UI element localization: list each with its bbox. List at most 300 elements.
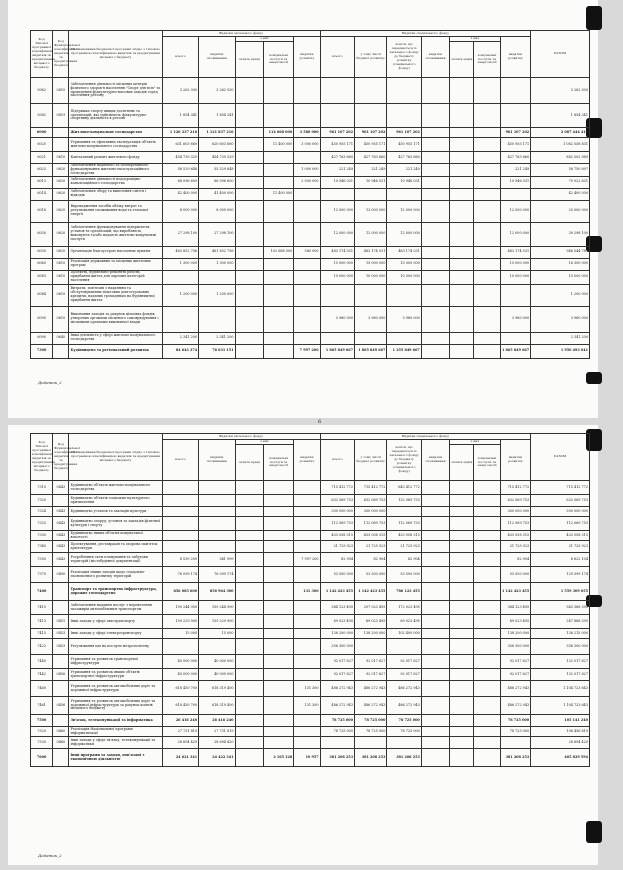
cell-g-dev bbox=[294, 601, 320, 615]
header-s-transfer: кошти, що передаються із загального фонду до бюджету розвитку (спеціального фонду) bbox=[387, 37, 421, 78]
cell-g-cur: 1 854 341 bbox=[199, 104, 235, 128]
table-row bbox=[31, 629, 590, 639]
cell-s-cur bbox=[421, 669, 449, 681]
cell-s-total: 10 000 000 bbox=[320, 270, 354, 284]
cell-name: Регулювання цін на послуги метрополітену bbox=[69, 639, 162, 655]
cell-sum: 1 200 000 bbox=[531, 284, 590, 306]
cell-s-bd: 207 023 495 bbox=[354, 601, 386, 615]
cell-c1: 6020 bbox=[31, 138, 53, 152]
cell-s-wage bbox=[450, 669, 474, 681]
cell-s-bd: 381 208 253 bbox=[354, 749, 386, 767]
cell-g-wage bbox=[235, 78, 263, 104]
cell-g-util bbox=[263, 284, 293, 306]
cell-c1: 6000 bbox=[31, 128, 53, 138]
cell-g-total: 15 000 bbox=[162, 629, 198, 639]
cell-name: Утримання та розвиток інших об'єктів транспортної інфраструктури bbox=[69, 669, 162, 681]
cell-g-dev bbox=[294, 152, 320, 164]
cell-s-util bbox=[474, 222, 500, 246]
cell-g-wage bbox=[235, 715, 263, 727]
cell-name: Реалізація інших заходів щодо соціально-економічного розвитку територій bbox=[69, 567, 162, 583]
cell-g-total: 84 643 374 bbox=[162, 344, 198, 358]
cell-c1: 7324 bbox=[31, 507, 53, 517]
cell-c1: 7320 bbox=[31, 495, 53, 507]
cell-s-total: 300 000 000 bbox=[320, 507, 354, 517]
cell-g-wage bbox=[235, 176, 263, 188]
cell-name: Виконання заходів за рахунок цільових фондів, утворених органами місцевого самоврядування і місцевими органами виконавчої влади bbox=[69, 306, 162, 332]
header-g-total: всього bbox=[162, 440, 198, 481]
cell-s-tr: 92 017 627 bbox=[387, 655, 421, 669]
cell-s-util bbox=[474, 737, 500, 749]
header-code1: Код Типової програмної класифікації видатків та кредитування місцевого бюджету bbox=[31, 31, 53, 78]
cell-g-cur: 28 694 420 bbox=[199, 737, 235, 749]
cell-g-dev bbox=[294, 481, 320, 495]
cell-s-tr bbox=[387, 737, 421, 749]
cell-s-bd: 483 174 031 bbox=[354, 246, 386, 258]
cell-g-cur: 1 121 837 216 bbox=[199, 128, 235, 138]
header-s-current: видатки споживання bbox=[421, 440, 449, 481]
cell-s-util bbox=[474, 517, 500, 531]
cell-s-cur bbox=[421, 258, 449, 270]
header-s-budget-dev: у тому числі бюджет розвитку bbox=[354, 440, 386, 481]
cell-s-total bbox=[320, 332, 354, 344]
cell-g-cur: 40 000 000 bbox=[199, 655, 235, 669]
cell-name: Будівництво споруд, установ та закладів фізичної культури і спорту bbox=[69, 517, 162, 531]
cell-s-cur bbox=[421, 583, 449, 601]
cell-c2: 0456 bbox=[53, 697, 69, 715]
cell-c1: 7370 bbox=[31, 567, 53, 583]
cell-s-dev: 715 412 772 bbox=[500, 481, 530, 495]
cell-g-wage bbox=[235, 188, 263, 200]
cell-s-bd: 78 725 000 bbox=[354, 727, 386, 737]
cell-sum: 105 141 240 bbox=[531, 715, 590, 727]
cell-g-util bbox=[263, 531, 293, 541]
cell-s-util bbox=[474, 749, 500, 767]
cell-g-wage bbox=[235, 104, 263, 128]
cell-s-wage bbox=[450, 306, 474, 332]
cell-g-wage bbox=[235, 615, 263, 629]
cell-s-cur bbox=[421, 681, 449, 697]
cell-s-cur bbox=[421, 344, 449, 358]
cell-c2 bbox=[53, 138, 69, 152]
cell-s-cur bbox=[421, 601, 449, 615]
cell-s-dev: 78 725 000 bbox=[500, 715, 530, 727]
cell-s-total: 486 272 943 bbox=[320, 697, 354, 715]
cell-g-dev: 131 300 bbox=[294, 681, 320, 697]
cell-s-wage bbox=[450, 727, 474, 737]
table-row bbox=[31, 270, 590, 284]
header-s-wages: оплата праці bbox=[450, 42, 474, 78]
cell-s-tr: 3 960 000 bbox=[387, 306, 421, 332]
cell-c1: 7442 bbox=[31, 669, 53, 681]
cell-sum: 138 215 000 bbox=[531, 629, 590, 639]
cell-sum: 1 082 558 831 bbox=[531, 138, 590, 152]
table-row bbox=[31, 344, 590, 358]
cell-sum: 1 559 309 055 bbox=[531, 583, 590, 601]
table-row bbox=[31, 78, 590, 104]
cell-g-util bbox=[263, 583, 293, 601]
cell-name: Утримання та розвиток автомобільних доріг та дорожньої інфраструктури bbox=[69, 681, 162, 697]
cell-s-dev: 3 960 000 bbox=[500, 306, 530, 332]
table-row bbox=[31, 176, 590, 188]
cell-s-wage bbox=[450, 517, 474, 531]
cell-s-wage bbox=[450, 176, 474, 188]
cell-g-total: 42 400 000 bbox=[162, 188, 198, 200]
cell-s-total bbox=[320, 737, 354, 749]
cell-name: Інші програми та заходи, пов'язані з економічною діяльністю bbox=[69, 749, 162, 767]
cell-s-total: 384 123 495 bbox=[320, 601, 354, 615]
header-g-utilities: комунальні послуги та енергоносії bbox=[263, 445, 293, 481]
cell-g-dev bbox=[294, 655, 320, 669]
cell-g-wage bbox=[235, 332, 263, 344]
cell-g-dev: 3 000 000 bbox=[294, 138, 320, 152]
cell-g-dev bbox=[294, 629, 320, 639]
cell-s-total: 356 300 000 bbox=[320, 639, 354, 655]
cell-s-dev bbox=[500, 78, 530, 104]
cell-g-wage bbox=[235, 567, 263, 583]
cell-s-util bbox=[474, 655, 500, 669]
cell-g-util bbox=[263, 495, 293, 507]
cell-c2 bbox=[53, 583, 69, 601]
header-general-fund: Видатки загального фонду bbox=[162, 31, 320, 37]
cell-sum: 3 960 000 bbox=[531, 306, 590, 332]
cell-s-tr bbox=[387, 188, 421, 200]
table-row bbox=[31, 138, 590, 152]
table-row bbox=[31, 567, 590, 583]
cell-name: Реалізація державних та місцевих житлових програм bbox=[69, 258, 162, 270]
cell-s-util bbox=[474, 697, 500, 715]
cell-s-cur bbox=[421, 222, 449, 246]
cell-sum: 882 502 989 bbox=[531, 152, 590, 164]
cell-c2: 0620 bbox=[53, 188, 69, 200]
cell-c1: 7422 bbox=[31, 639, 53, 655]
cell-c1: 6083 bbox=[31, 270, 53, 284]
cell-g-wage bbox=[235, 629, 263, 639]
cell-g-cur: 856 964 300 bbox=[199, 583, 235, 601]
cell-g-dev bbox=[294, 727, 320, 737]
cell-s-wage bbox=[450, 222, 474, 246]
cell-g-total: 856 085 600 bbox=[162, 583, 198, 601]
cell-g-total: 463 852 756 bbox=[162, 246, 198, 258]
cell-g-dev: 10 957 bbox=[294, 749, 320, 767]
cell-name: Проектування, реставрація та охорона пам'яток архітектури bbox=[69, 541, 162, 553]
cell-s-total: 715 412 772 bbox=[320, 481, 354, 495]
cell-g-wage bbox=[235, 270, 263, 284]
cell-c2 bbox=[53, 601, 69, 615]
cell-s-tr bbox=[387, 284, 421, 306]
cell-g-dev bbox=[294, 78, 320, 104]
cell-g-total: 159 229 900 bbox=[162, 615, 198, 629]
table-row bbox=[31, 222, 590, 246]
cell-s-cur bbox=[421, 270, 449, 284]
cell-g-util bbox=[263, 541, 293, 553]
cell-s-bd: 427 763 660 bbox=[354, 152, 386, 164]
cell-c2: 0620 bbox=[53, 176, 69, 188]
cell-s-total: 450 955 171 bbox=[320, 138, 354, 152]
cell-s-cur bbox=[421, 246, 449, 258]
cell-s-tr: 643 412 772 bbox=[387, 481, 421, 495]
table-row bbox=[31, 715, 590, 727]
cell-g-util bbox=[263, 104, 293, 128]
header-g-utilities: комунальні послуги та енергоносії bbox=[263, 42, 293, 78]
table-row bbox=[31, 495, 590, 507]
cell-s-bd: 92 017 627 bbox=[354, 655, 386, 669]
cell-c2: 0610 bbox=[53, 306, 69, 332]
cell-c1: 7530 bbox=[31, 737, 53, 749]
cell-s-tr: 78 725 000 bbox=[387, 715, 421, 727]
cell-s-dev: 381 208 253 bbox=[500, 749, 530, 767]
cell-name: Впровадження засобів обліку витрат та регулювання споживання води та теплової енергії bbox=[69, 200, 162, 222]
cell-s-dev: 427 763 660 bbox=[500, 152, 530, 164]
cell-s-total: 221 249 bbox=[320, 164, 354, 177]
cell-s-dev: 10 000 000 bbox=[500, 270, 530, 284]
cell-s-tr bbox=[387, 639, 421, 655]
cell-c1: 7415 bbox=[31, 629, 53, 639]
cell-g-cur: 24 422 341 bbox=[199, 749, 235, 767]
cell-s-wage bbox=[450, 258, 474, 270]
cell-s-total: 1 865 849 667 bbox=[320, 344, 354, 358]
cell-g-wage bbox=[235, 601, 263, 615]
cell-s-cur bbox=[421, 541, 449, 553]
table-row bbox=[31, 246, 590, 258]
header-s-utilities: комунальні послуги та енергоносії bbox=[474, 445, 500, 481]
header-s-wages: оплата праці bbox=[450, 445, 474, 481]
cell-s-bd: 82 904 bbox=[354, 553, 386, 567]
cell-s-total bbox=[320, 284, 354, 306]
cell-s-tr: 427 763 660 bbox=[387, 152, 421, 164]
header-name: Найменування бюджетної програми згідно з типовою програмною класифікацією видатків та кредитування місцевого бюджету bbox=[69, 434, 162, 481]
scan-artifact bbox=[586, 6, 602, 30]
header-g-wages: оплата праці bbox=[235, 445, 263, 481]
cell-s-wage bbox=[450, 639, 474, 655]
table-row bbox=[31, 481, 590, 495]
cell-name: Будівництво інших об'єктів комунальної власності bbox=[69, 531, 162, 541]
cell-s-bd: 12 000 000 bbox=[354, 200, 386, 222]
cell-g-total bbox=[162, 306, 198, 332]
cell-s-dev: 82 904 bbox=[500, 553, 530, 567]
cell-s-dev: 433 058 315 bbox=[500, 531, 530, 541]
cell-g-cur: 541 999 bbox=[199, 553, 235, 567]
table-row bbox=[31, 152, 590, 164]
cell-s-tr: 92 017 627 bbox=[387, 669, 421, 681]
cell-g-total: 26 416 240 bbox=[162, 715, 198, 727]
cell-s-tr: 69 023 495 bbox=[387, 615, 421, 629]
cell-g-cur: 8 000 000 bbox=[199, 200, 235, 222]
header-code2: Код Функціональної класифікації видатків та кредитування бюджету bbox=[53, 434, 69, 481]
table-row bbox=[31, 507, 590, 517]
table-row bbox=[31, 517, 590, 531]
page-number: 6 bbox=[318, 419, 322, 425]
cell-c1: 7520 bbox=[31, 727, 53, 737]
cell-g-cur: 618 319 400 bbox=[199, 681, 235, 697]
cell-g-wage bbox=[235, 507, 263, 517]
header-g-of-them: з них bbox=[235, 440, 294, 445]
cell-s-util bbox=[474, 138, 500, 152]
table-row bbox=[31, 583, 590, 601]
cell-g-cur: 454 739 329 bbox=[199, 152, 235, 164]
cell-s-wage bbox=[450, 697, 474, 715]
cell-c1: 7460 bbox=[31, 681, 53, 697]
cell-g-dev bbox=[294, 495, 320, 507]
cell-g-util: 11 400 000 bbox=[263, 138, 293, 152]
cell-s-dev: 15 000 000 bbox=[500, 258, 530, 270]
cell-s-total: 427 763 660 bbox=[320, 152, 354, 164]
cell-g-cur bbox=[199, 495, 235, 507]
cell-s-cur bbox=[421, 727, 449, 737]
table-row bbox=[31, 258, 590, 270]
cell-s-cur bbox=[421, 332, 449, 344]
cell-s-util bbox=[474, 152, 500, 164]
cell-s-total: 3 960 000 bbox=[320, 306, 354, 332]
cell-g-util bbox=[263, 715, 293, 727]
cell-g-total: 27 298 100 bbox=[162, 222, 198, 246]
cell-s-dev bbox=[500, 104, 530, 128]
cell-s-dev: 486 272 943 bbox=[500, 697, 530, 715]
cell-g-cur: 40 000 000 bbox=[199, 669, 235, 681]
header-g-current: видатки споживання bbox=[199, 37, 235, 78]
cell-s-cur bbox=[421, 495, 449, 507]
table-row bbox=[31, 737, 590, 749]
cell-s-cur bbox=[421, 517, 449, 531]
cell-g-dev bbox=[294, 737, 320, 749]
cell-g-dev bbox=[294, 332, 320, 344]
cell-sum: 28 694 420 bbox=[531, 737, 590, 749]
cell-g-total bbox=[162, 270, 198, 284]
cell-sum: 300 000 000 bbox=[531, 507, 590, 517]
cell-s-wage bbox=[450, 715, 474, 727]
cell-s-wage bbox=[450, 78, 474, 104]
cell-name: Забезпечення надійного та безперебійного функціонування житлово-експлуатаційного господарства bbox=[69, 164, 162, 177]
cell-name: Реалізація Національної програми інформатизації bbox=[69, 727, 162, 737]
cell-s-tr: 10 000 000 bbox=[387, 270, 421, 284]
cell-g-dev bbox=[294, 615, 320, 629]
cell-g-total: 2 341 200 bbox=[162, 332, 198, 344]
cell-name: Організація благоустрою населених пунктів bbox=[69, 246, 162, 258]
cell-sum: 39 298 100 bbox=[531, 222, 590, 246]
cell-g-wage bbox=[235, 152, 263, 164]
table-row bbox=[31, 188, 590, 200]
cell-s-wage bbox=[450, 344, 474, 358]
cell-g-wage bbox=[235, 669, 263, 681]
cell-c2: 0443 bbox=[53, 553, 69, 567]
cell-s-bd: 12 000 000 bbox=[354, 222, 386, 246]
table-row bbox=[31, 306, 590, 332]
cell-g-util bbox=[263, 481, 293, 495]
cell-s-dev: 486 272 943 bbox=[500, 681, 530, 697]
cell-g-wage bbox=[235, 246, 263, 258]
cell-s-bd: 300 000 000 bbox=[354, 507, 386, 517]
cell-g-total: 454 739 329 bbox=[162, 152, 198, 164]
cell-s-bd: 21 725 923 bbox=[354, 541, 386, 553]
cell-c1: 6021 bbox=[31, 152, 53, 164]
cell-g-util bbox=[263, 270, 293, 284]
cell-g-util bbox=[263, 164, 293, 177]
cell-c2: 0610 bbox=[53, 270, 69, 284]
cell-s-bd: 112 069 753 bbox=[354, 517, 386, 531]
cell-s-dev: 21 725 923 bbox=[500, 541, 530, 553]
cell-g-wage bbox=[235, 517, 263, 531]
cell-g-cur: 76 631 151 bbox=[199, 344, 235, 358]
cell-s-bd bbox=[354, 639, 386, 655]
cell-s-total: 82 904 bbox=[320, 553, 354, 567]
cell-g-cur: 15 000 bbox=[199, 629, 235, 639]
cell-g-util: 2 165 128 bbox=[263, 749, 293, 767]
cell-g-dev bbox=[294, 270, 320, 284]
cell-sum: 132 017 627 bbox=[531, 669, 590, 681]
budget-table-page-2 bbox=[30, 433, 590, 767]
cell-g-dev bbox=[294, 222, 320, 246]
cell-g-wage bbox=[235, 200, 263, 222]
cell-s-wage bbox=[450, 567, 474, 583]
cell-g-util bbox=[263, 517, 293, 531]
cell-g-dev bbox=[294, 306, 320, 332]
table-row bbox=[31, 284, 590, 306]
cell-s-tr: 102 400 000 bbox=[387, 629, 421, 639]
cell-g-cur: 159 244 900 bbox=[199, 601, 235, 615]
cell-s-wage bbox=[450, 737, 474, 749]
table-row bbox=[31, 655, 590, 669]
table-row bbox=[31, 200, 590, 222]
cell-s-tr: 132 069 753 bbox=[387, 495, 421, 507]
cell-s-total bbox=[320, 78, 354, 104]
cell-g-util bbox=[263, 306, 293, 332]
cell-s-cur bbox=[421, 639, 449, 655]
cell-g-cur: 55 529 648 bbox=[199, 164, 235, 177]
cell-g-dev: 2 000 000 bbox=[294, 176, 320, 188]
cell-sum: 20 000 000 bbox=[531, 200, 590, 222]
cell-s-util bbox=[474, 615, 500, 629]
cell-g-total: 1 126 337 216 bbox=[162, 128, 198, 138]
cell-s-util bbox=[474, 681, 500, 697]
cell-s-util bbox=[474, 567, 500, 583]
cell-g-wage bbox=[235, 681, 263, 697]
cell-sum: 1 950 493 041 bbox=[531, 344, 590, 358]
scan-artifact bbox=[586, 821, 602, 843]
cell-c1: 7413 bbox=[31, 615, 53, 629]
cell-s-total: 433 058 315 bbox=[320, 531, 354, 541]
cell-name: Забезпечення надання послуг з перевезення пасажирів автомобільним транспортом bbox=[69, 601, 162, 615]
cell-g-total: 28 694 420 bbox=[162, 737, 198, 749]
cell-s-tr: 486 272 943 bbox=[387, 697, 421, 715]
header-special-fund: Видатки спеціального фонду bbox=[320, 434, 531, 440]
header-g-of-them: з них bbox=[235, 37, 294, 42]
cell-s-bd: 632 069 753 bbox=[354, 495, 386, 507]
header-s-current: видатки споживання bbox=[421, 37, 449, 78]
cell-s-bd: 1 142 423 455 bbox=[354, 583, 386, 601]
cell-s-wage bbox=[450, 200, 474, 222]
cell-s-tr: 450 955 171 bbox=[387, 138, 421, 152]
cell-s-dev: 221 249 bbox=[500, 164, 530, 177]
cell-c1: 7310 bbox=[31, 481, 53, 495]
cell-s-util bbox=[474, 164, 500, 177]
header-g-total: всього bbox=[162, 37, 198, 78]
cell-g-util bbox=[263, 615, 293, 629]
cell-g-util bbox=[263, 681, 293, 697]
cell-s-util bbox=[474, 583, 500, 601]
cell-s-tr: 786 123 455 bbox=[387, 583, 421, 601]
cell-c2: 0443 bbox=[53, 541, 69, 553]
cell-g-total: 40 000 000 bbox=[162, 669, 198, 681]
cell-g-total: 159 244 900 bbox=[162, 601, 198, 615]
cell-s-dev bbox=[500, 188, 530, 200]
cell-s-total: 112 069 753 bbox=[320, 517, 354, 531]
cell-g-cur: 3 262 930 bbox=[199, 78, 235, 104]
cell-s-bd: 961 107 202 bbox=[354, 128, 386, 138]
cell-c2: 0443 bbox=[53, 517, 69, 531]
cell-s-dev: 53 500 000 bbox=[500, 567, 530, 583]
cell-name: Забезпечення функціонування підприємств, установ та організацій, що виробляють, виконують та/або надають житлово-комунальні послуги bbox=[69, 222, 162, 246]
cell-s-wage bbox=[450, 128, 474, 138]
cell-g-util bbox=[263, 697, 293, 715]
